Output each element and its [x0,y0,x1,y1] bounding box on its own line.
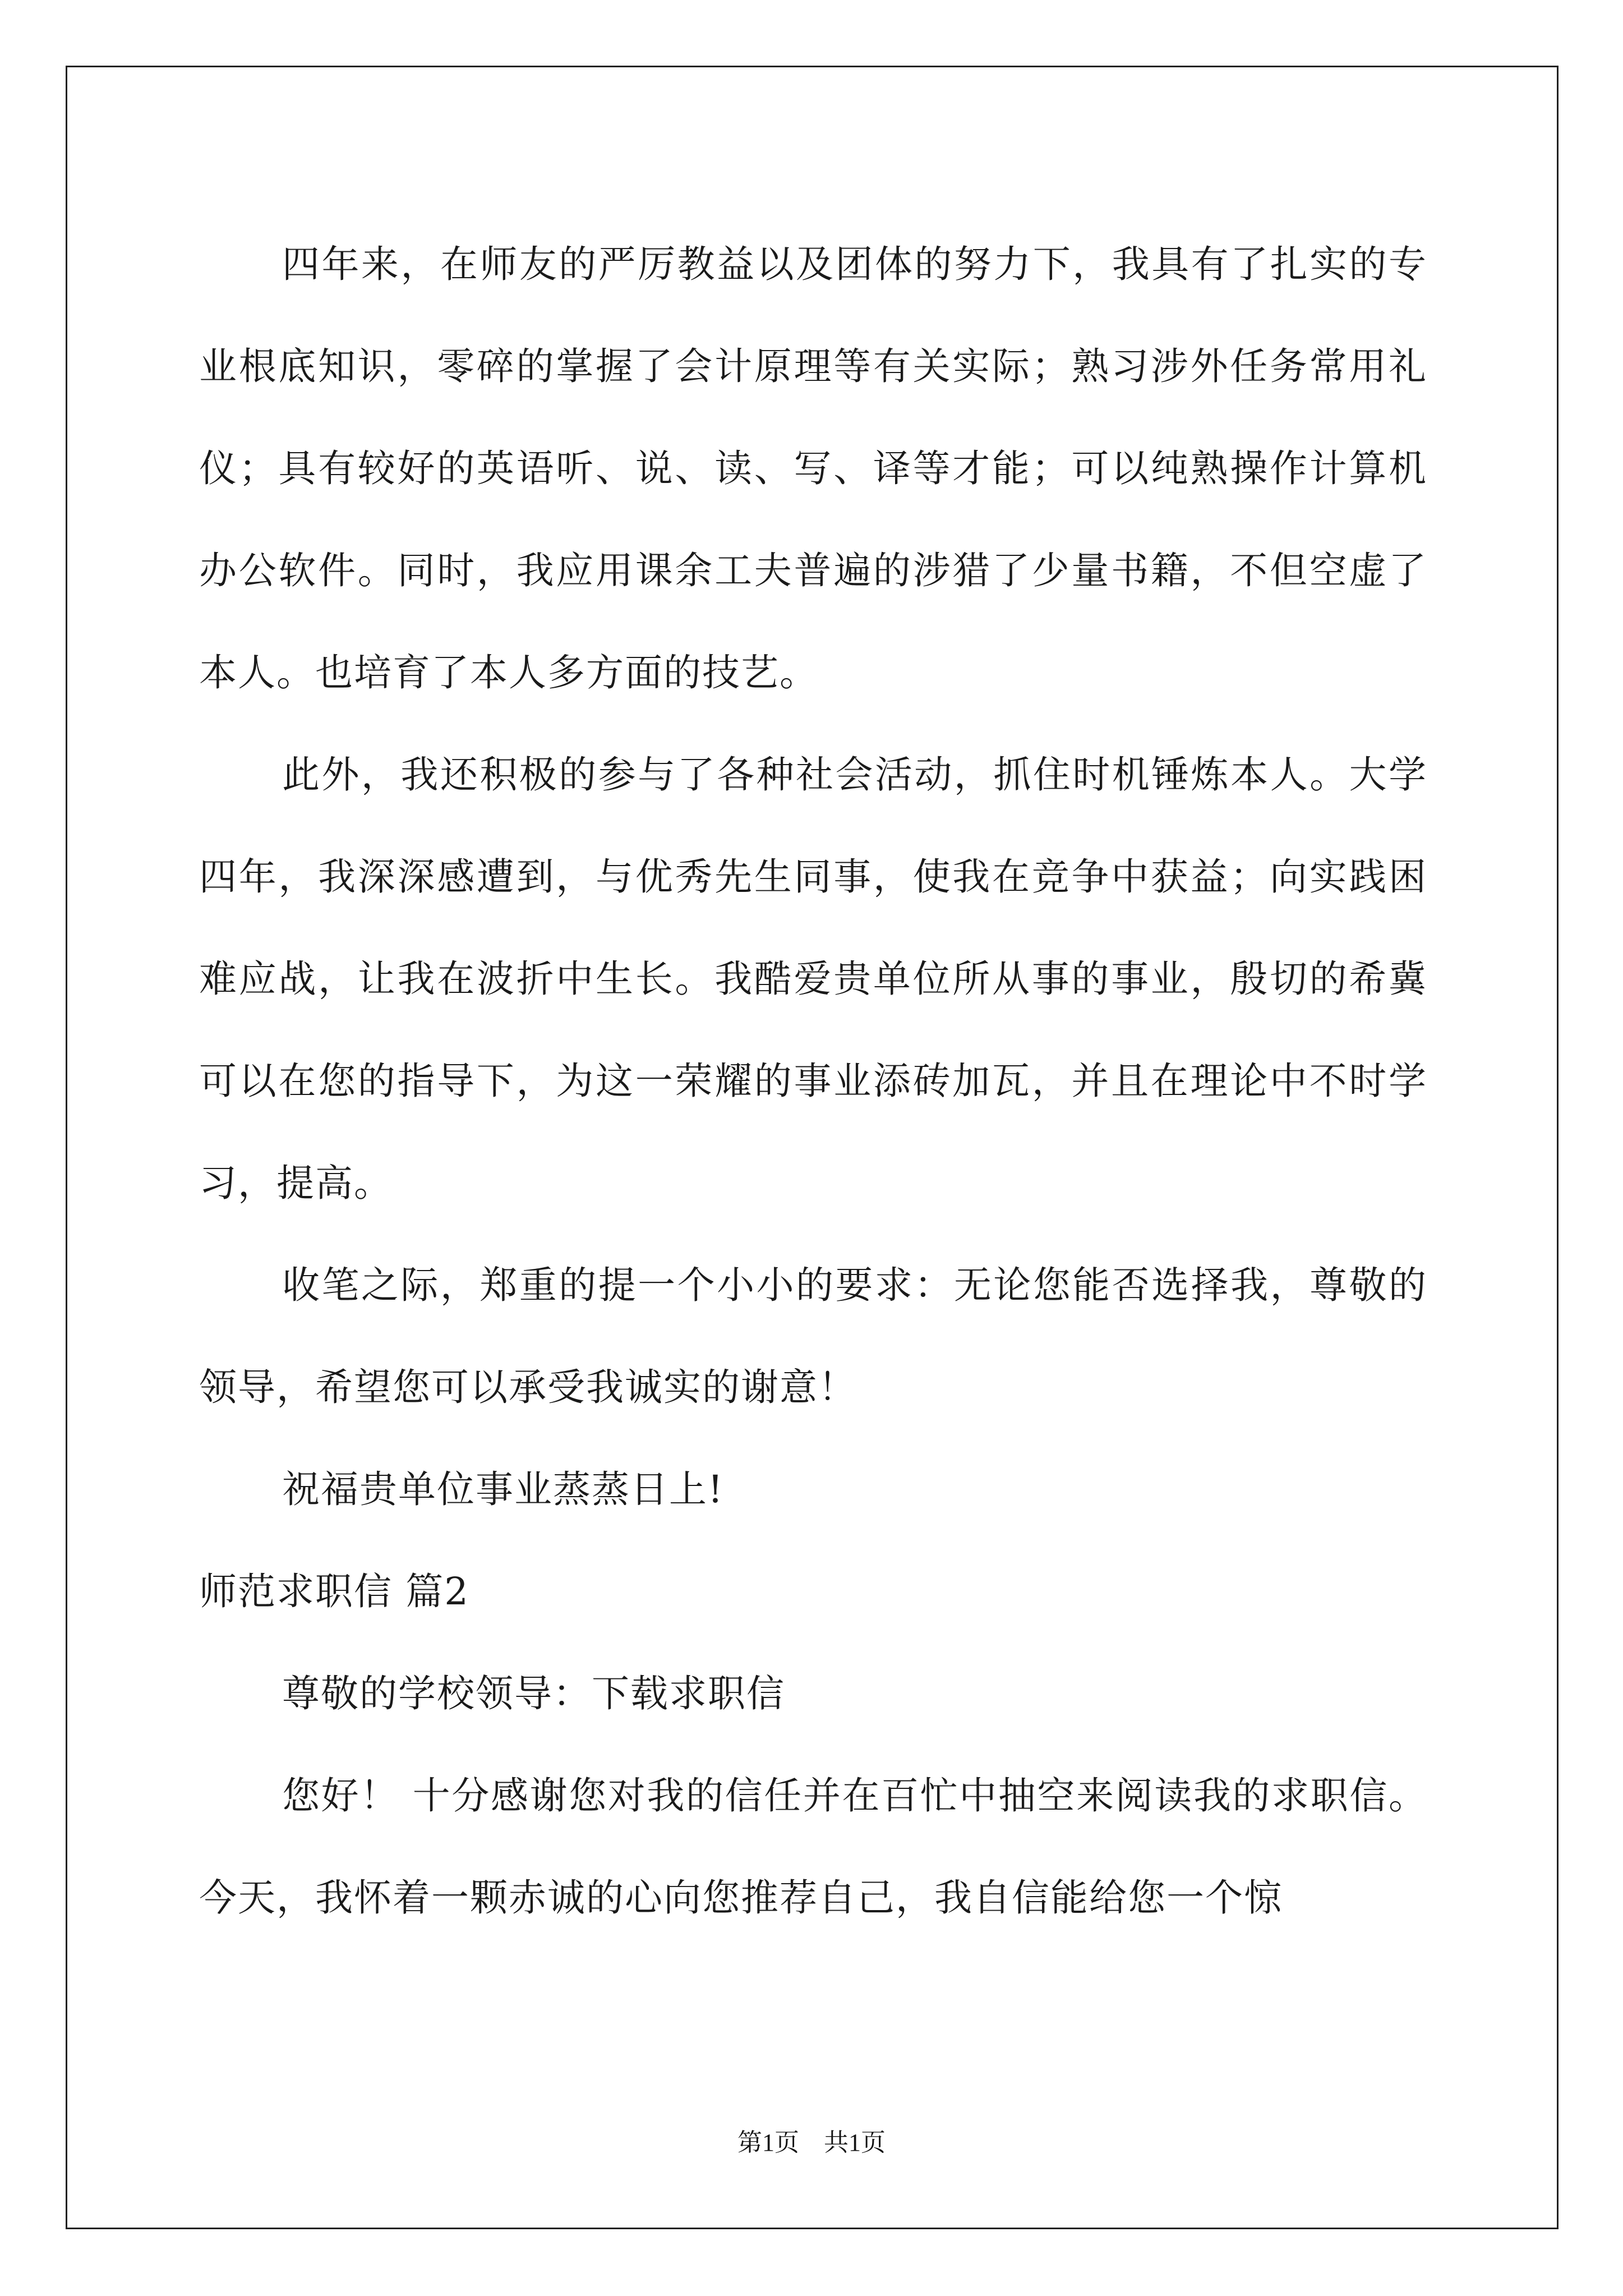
paragraph-salutation: 尊敬的学校领导：下载求职信 [282,1672,785,1715]
document-body [199,213,1427,1949]
page-footer: 第1页 共1页 [737,2129,886,2156]
section-heading: 师范求职信 篇2 [199,1570,469,1613]
paragraph-activities: 此外，我还积极的参与了各种社会活动，抓住时机锤炼本人。大学四年，我深深感遭到，与优秀先生同事，使我在竞争中获益；向实践困难应战，让我在波折中生长。我酷爱贵单位所从事的事业，殷切的希冀可以在您的指导下，为这一荣耀的事业添砖加瓦，并且在理论中不时学习，提高。 [199,753,1427,1205]
paragraph-blessing: 祝福贵单位事业蒸蒸日上! [282,1467,724,1511]
paragraph-closing-request: 收笔之际，郑重的提一个小小的要求：无论您能否选择我，尊敬的领导，希望您可以承受我诚实的谢意！ [199,1263,1427,1409]
paragraph-education: 四年来，在师友的严厉教益以及团体的努力下，我具有了扎实的专业根底知识，零碎的掌握了会计原理等有关实际；熟习涉外任务常用礼仪；具有较好的英语听、说、读、写、译等才能；可以纯熟操作计算机办公软件。同时，我应用课余工夫普遍的涉猎了少量书籍，不但空虚了本人。也培育了本人多方面的技艺。 [199,242,1427,694]
paragraph-greeting: 您好！ 十分感谢您对我的信任并在百忙中抽空来阅读我的求职信。今天，我怀着一颗赤诚的心向您推荐自己，我自信能给您一个惊 [199,1774,1427,1920]
